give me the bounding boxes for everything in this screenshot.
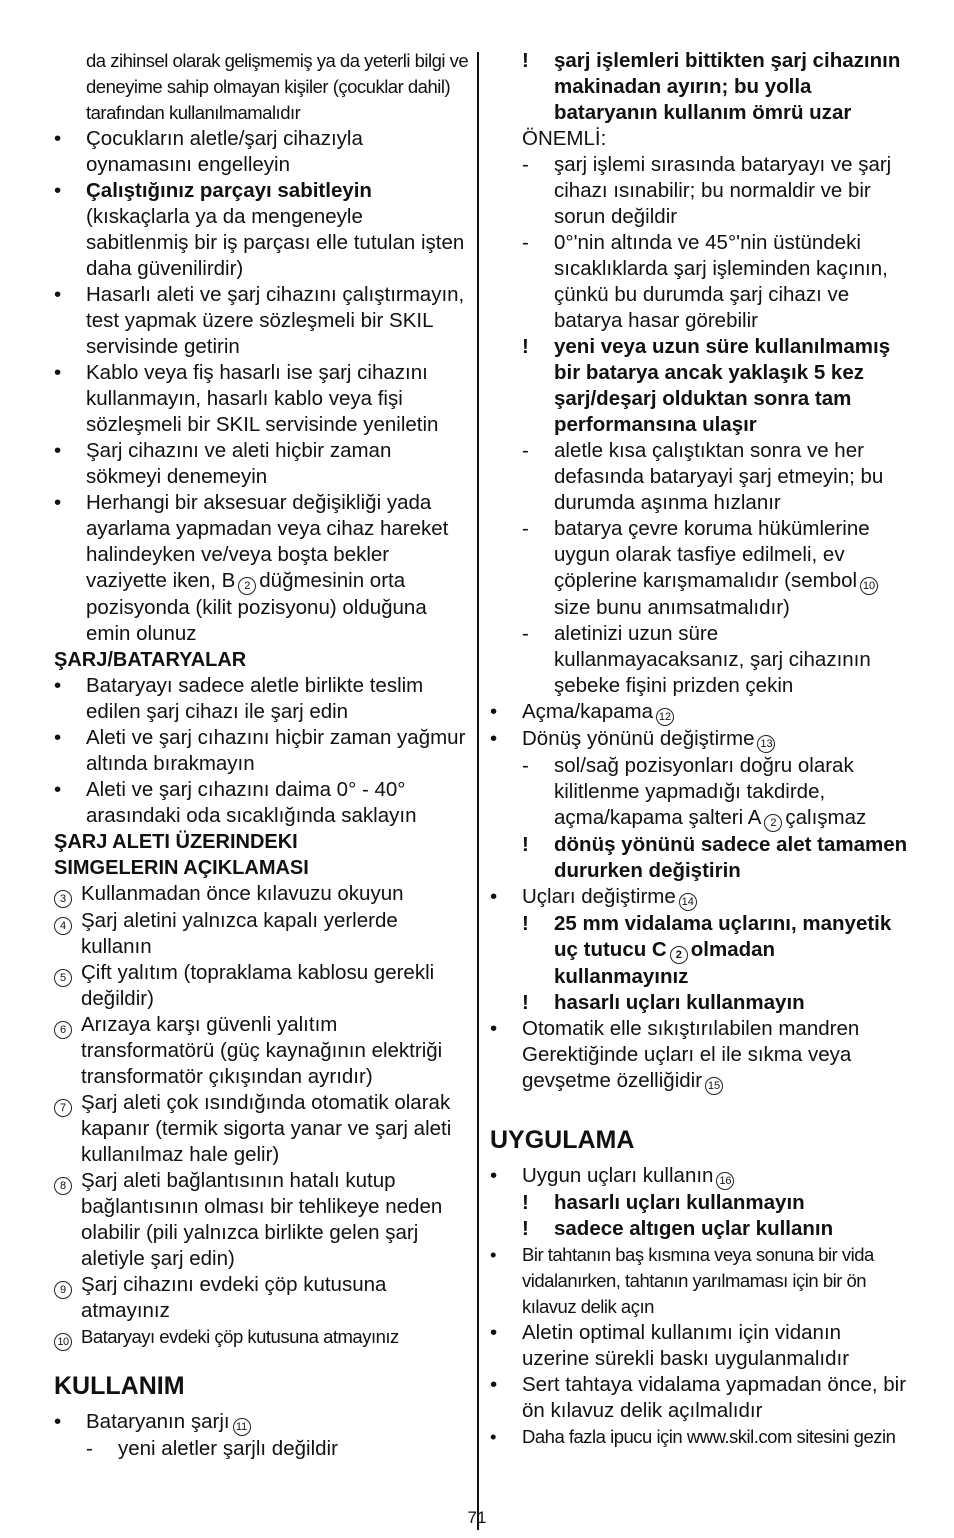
- list-item: • Aletin optimal kullanımı için vidanın uzerine sürekli baskı uygulanmalıdır: [490, 1321, 850, 1370]
- list-item: • Uygun uçları kullanın 16: [490, 1163, 910, 1190]
- symbol-item: 6 Arızaya karşı güvenli yalıtım transformatörü (güç kaynağının elektriği transformatör çıkışından ayrıdır): [54, 1012, 469, 1090]
- symbol-item: 3 Kullanmadan önce kılavuzu okuyun: [54, 881, 469, 908]
- section-heading-sarj: ŞARJ/BATARYALAR: [54, 649, 247, 671]
- list-item: • Sert tahtaya vidalama yapmadan önce, bir ön kılavuz delik açılmalıdır: [490, 1373, 907, 1422]
- symbol-item: 5 Çift yalıtım (topraklama kablosu gerekli değildir): [54, 960, 469, 1012]
- list-item: • Açma/kapama 12: [490, 699, 910, 726]
- dash-item: - aletinizi uzun süre kullanmayacaksanız, şarj cihazının şebeke fişini prizden çekin: [522, 622, 871, 697]
- list-item: • Kablo veya fiş hasarlı ise şarj cihazını kullanmayın, hasarlı kablo veya fişi sözleşmeli bir SKIL servisinde yeniletin: [54, 361, 439, 436]
- dash-item: - şarj işlemi sırasında bataryayı ve şarj cihazı ısınabilir; bu normaldir ve bir sorun değildir: [522, 153, 892, 228]
- dash-item: - aletle kısa çalıştıktan sonra ve her defasında bataryayi şarj etmeyin; bu durumda aşınma hızlanır: [522, 439, 884, 514]
- circled-number: 2: [670, 946, 688, 964]
- list-item: • Uçları değiştirme 14: [490, 884, 910, 911]
- list-item: • Daha fazla ipucu için www.skil.com sitesini gezin: [490, 1426, 896, 1447]
- warning-item: ! 25 mm vidalama uçlarını, manyetik uç tutucu C 2 olmadan kullanmayınız: [522, 912, 892, 988]
- symbol-item: 10 Bataryayı evdeki çöp kutusuna atmayınız: [54, 1324, 469, 1351]
- list-item: • Bataryanın şarjı 11: [54, 1409, 469, 1436]
- warning-item: ! şarj işlemleri bittikten şarj cihazının makinadan ayırın; bu yolla bataryanın kullanım ömrü uzar: [522, 49, 901, 124]
- symbol-item: 9 Şarj cihazını evdeki çöp kutusuna atmayınız: [54, 1272, 469, 1324]
- circled-number: 15: [705, 1077, 723, 1095]
- list-item: • Otomatik elle sıkıştırılabilen mandren Gerektiğinde uçları el ile sıkma veya gevşetme özelliğidir 15: [490, 1016, 910, 1095]
- circled-number: 2: [238, 577, 256, 595]
- section-heading-kullanim: KULLANIM: [54, 1372, 185, 1400]
- list-item: • Aleti ve şarj cıhazını daima 0° - 40° arasındaki oda sıcaklığında saklayın: [54, 778, 417, 827]
- list-item: • Bir tahtanın baş kısmına veya sonuna bir vida vidalanırken, tahtanın yarılmaması için bir ön kılavuz delik açın: [490, 1244, 874, 1317]
- circled-number: 11: [233, 1418, 251, 1436]
- section-heading-uygulama: UYGULAMA: [490, 1126, 635, 1154]
- warning-item: ! yeni veya uzun süre kullanılmamış bir batarya ancak yaklaşık 5 kez şarj/deşarj olduktan sonra tam performansına ulaşır: [522, 335, 891, 436]
- circled-number: 16: [716, 1172, 734, 1190]
- page-number: 71: [467, 1508, 487, 1527]
- left-column: [54, 48, 469, 1462]
- onemli-label: ÖNEMLİ:: [522, 127, 607, 150]
- list-item: • Çalıştığınız parçayı sabitleyin (kıskaçlarla ya da mengeneyle sabitlenmiş bir iş parçası elle tutulan işten daha güvenilirdir): [54, 179, 465, 280]
- warning-item: ! hasarlı uçları kullanmayın: [522, 1191, 805, 1214]
- column-divider: [477, 52, 479, 1530]
- list-item: • Bataryayı sadece aletle birlikte teslim edilen şarj cihazı ile şarj edin: [54, 674, 424, 723]
- symbol-item: 8 Şarj aleti bağlantısının hatalı kutup bağlantısının olması bir tehlikeye neden olabilir (pili yalnızca birlikte gelen şarj aletiyle şarj edin): [54, 1168, 469, 1272]
- warning-item: ! sadece altıgen uçlar kullanın: [522, 1217, 834, 1240]
- circled-number: 12: [656, 708, 674, 726]
- dash-item: - yeni aletler şarjlı değildir: [86, 1437, 338, 1460]
- circled-number: 2: [764, 814, 782, 832]
- list-item: • Hasarlı aleti ve şarj cihazını çalıştırmayın, test yapmak üzere sözleşmeli bir SKIL servisinde getirin: [54, 283, 465, 358]
- right-column: [490, 48, 910, 1450]
- list-item: • Aleti ve şarj cıhazını hiçbir zaman yağmur altında bırakmayın: [54, 726, 466, 775]
- list-item: • Şarj cihazını ve aleti hiçbir zaman sökmeyi denemeyin: [54, 439, 392, 488]
- warning-item: ! hasarlı uçları kullanmayın: [522, 991, 805, 1014]
- dash-item: - batarya çevre koruma hükümlerine uygun olarak tasfiye edilmeli, ev çöplerine karışmamalıdır (sembol 10size bunu anımsatmalıdır): [490, 516, 910, 621]
- section-heading-symbols: ŞARJ ALETI ÜZERINDEKI SIMGELERIN AÇIKLAMASI: [54, 831, 309, 879]
- circled-number: 10: [860, 577, 878, 595]
- intro-text: da zihinsel olarak gelişmemiş ya da yeterli bilgi ve deneyime sahip olmayan kişiler (çocuklar dahil) tarafından kullanılmamalıdır: [86, 50, 469, 123]
- warning-item: ! dönüş yönünü sadece alet tamamen dururken değiştirin: [522, 833, 908, 882]
- list-item: • Herhangi bir aksesuar değişikliği yada ayarlama yapmadan veya cihaz hareket halindeyken ve/veya boşta bekler vaziyette iken, B 2 düğmesinin orta pozisyonda (kilit pozisyonu) olduğuna emin olunuz: [54, 491, 449, 645]
- circled-number: 13: [757, 735, 775, 753]
- dash-item: - sol/sağ pozisyonları doğru olarak kilitlenme yapmadığı takdirde, açma/kapama şalteri A 2 çalışmaz: [490, 753, 910, 832]
- circled-number: 14: [679, 893, 697, 911]
- symbol-item: 4 Şarj aletini yalnızca kapalı yerlerde kullanın: [54, 908, 469, 960]
- symbol-item: 7 Şarj aleti çok ısındığında otomatik olarak kapanır (termik sigorta yanar ve şarj aleti kullanılmaz hale gelir): [54, 1090, 469, 1168]
- list-item: • Çocukların aletle/şarj cihazıyla oynamasını engelleyin: [54, 127, 363, 176]
- dash-item: - 0°'nin altında ve 45°'nin üstündeki sıcaklıklarda şarj işleminden kaçının, çünkü bu durumda şarj cihazı ve batarya hasar görebilir: [522, 231, 888, 332]
- clamp-bold-text: Çalıştığınız parçayı sabitleyin: [86, 179, 372, 202]
- list-item: • Dönüş yönünü değiştirme 13: [490, 726, 910, 753]
